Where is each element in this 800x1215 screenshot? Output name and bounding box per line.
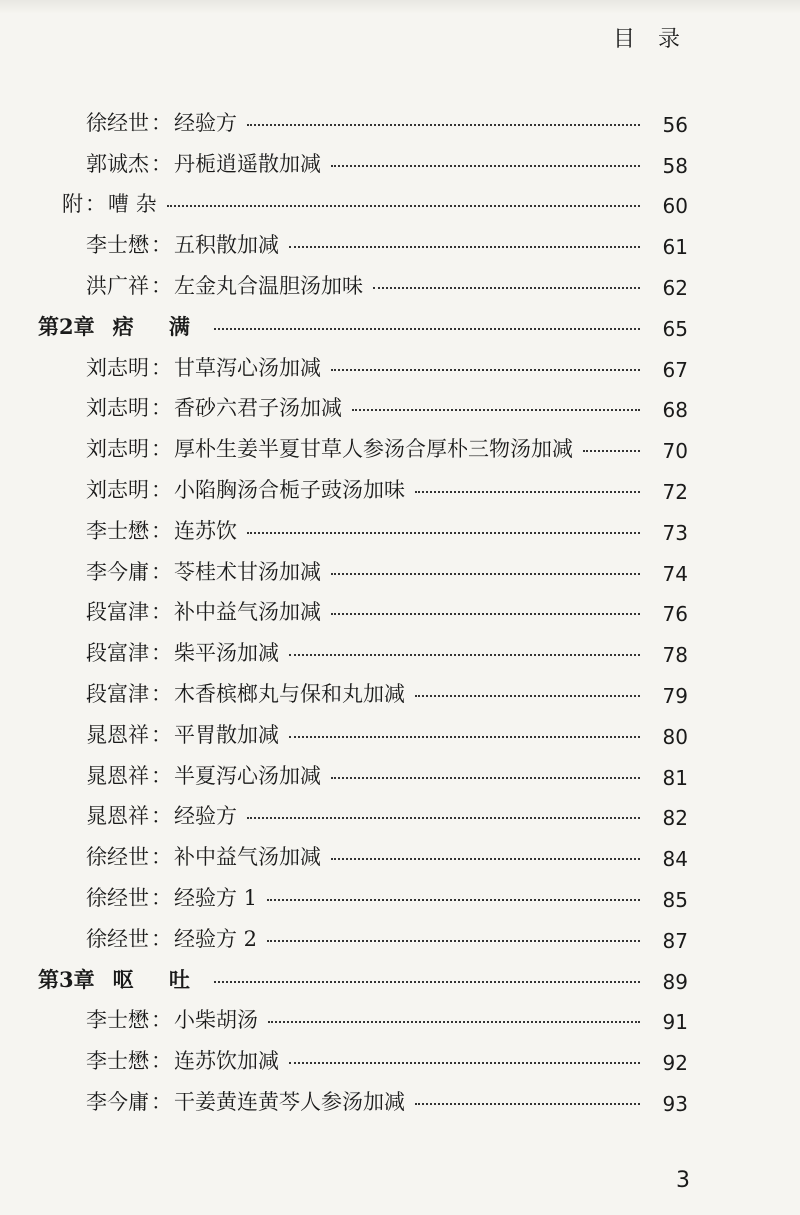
dot-leader [331, 369, 640, 371]
entry-separator: ： [151, 110, 172, 135]
entry-author: 李今庸 [86, 1089, 149, 1114]
entry-title: 小陷胸汤合栀子豉汤加味 [174, 477, 405, 502]
toc-entry-row[interactable] [0, 586, 800, 627]
dot-leader [373, 287, 640, 289]
entry-title: 柴平汤加减 [174, 641, 279, 666]
chapter-number: 第2章 [38, 313, 95, 339]
entry-title: 干姜黄连黄芩人参汤加减 [174, 1089, 405, 1114]
dot-leader [331, 573, 640, 575]
entry-separator: ： [151, 885, 172, 910]
entry-page-number: 65 [662, 316, 688, 341]
entry-author: 李士懋 [86, 1049, 149, 1074]
dot-leader [331, 613, 640, 615]
entry-page-number: 56 [662, 112, 688, 137]
entry-page-number: 60 [662, 194, 688, 219]
entry-author: 晁恩祥 [86, 763, 149, 788]
entry-author: 徐经世 [86, 845, 149, 870]
entry-page-number: 91 [662, 1010, 688, 1035]
entry-author: 段富津 [86, 681, 149, 706]
entry-title: 小柴胡汤 [174, 1008, 258, 1033]
entry-page-number: 70 [662, 439, 688, 464]
dot-leader [289, 736, 640, 738]
dot-leader [331, 165, 640, 167]
dot-leader [267, 899, 640, 901]
entry-page-number: 80 [662, 724, 688, 749]
toc-entry-row[interactable] [0, 871, 800, 912]
entry-page-number: 67 [662, 357, 688, 382]
entry-title: 平胃散加减 [174, 722, 279, 747]
entry-page-number: 89 [662, 969, 688, 994]
entry-title: 苓桂术甘汤加减 [174, 559, 321, 584]
dot-leader [415, 1103, 640, 1105]
dot-leader [352, 409, 640, 411]
dot-leader [331, 858, 640, 860]
entry-title: 半夏泻心汤加减 [174, 763, 321, 788]
entry-separator: ： [151, 641, 172, 666]
chapter-number: 第3章 [38, 966, 95, 992]
entry-separator: ： [151, 273, 172, 298]
entry-page-number: 74 [662, 561, 688, 586]
entry-separator: ： [151, 518, 172, 543]
entry-author: 刘志明 [86, 355, 149, 380]
toc-entry-row[interactable] [0, 708, 800, 749]
dot-leader [289, 654, 640, 656]
toc-chapter-row[interactable] [0, 953, 800, 994]
entry-author: 李士懋 [86, 518, 149, 543]
toc-entry-row[interactable] [0, 749, 800, 790]
entry-author: 附 [62, 192, 83, 217]
toc-entry-row[interactable] [0, 218, 800, 259]
entry-title: 木香槟榔丸与保和丸加减 [174, 681, 405, 706]
entry-separator: ： [85, 192, 106, 217]
entry-page-number: 93 [662, 1091, 688, 1116]
entry-author: 段富津 [86, 600, 149, 625]
dot-leader [289, 1062, 640, 1064]
toc-entry-row[interactable] [0, 422, 800, 463]
entry-page-number: 73 [662, 520, 688, 545]
dot-leader [267, 940, 640, 942]
toc-entry-row[interactable] [0, 626, 800, 667]
entry-page-number: 81 [662, 765, 688, 790]
entry-page-number: 72 [662, 479, 688, 504]
entry-author: 郭诚杰 [86, 151, 149, 176]
toc-entry-row[interactable] [0, 830, 800, 871]
entry-page-number: 76 [662, 602, 688, 627]
entry-title: 经验方 [174, 804, 237, 829]
entry-title: 五积散加减 [174, 233, 279, 258]
entry-title: 香砂六君子汤加减 [174, 396, 342, 421]
toc-entry-row[interactable] [0, 1034, 800, 1075]
entry-separator: ： [151, 1089, 172, 1114]
dot-leader [415, 695, 640, 697]
dot-leader [268, 1021, 640, 1023]
toc-entry-row[interactable] [0, 382, 800, 423]
entry-separator: ： [151, 763, 172, 788]
entry-page-number: 85 [662, 887, 688, 912]
entry-page-number: 62 [662, 275, 688, 300]
entry-separator: ： [151, 681, 172, 706]
entry-title: 补中益气汤加减 [174, 845, 321, 870]
toc-appendix-row[interactable] [0, 178, 800, 219]
entry-separator: ： [151, 600, 172, 625]
entry-page-number: 78 [662, 643, 688, 668]
toc-entry-row[interactable] [0, 667, 800, 708]
entry-author: 刘志明 [86, 396, 149, 421]
dot-leader [214, 328, 640, 330]
entry-author: 晁恩祥 [86, 804, 149, 829]
toc-entry-row[interactable] [0, 912, 800, 953]
toc-entry-row[interactable] [0, 341, 800, 382]
entry-author: 刘志明 [86, 437, 149, 462]
entry-title: 嘈 杂 [108, 192, 157, 217]
entry-separator: ： [151, 926, 172, 951]
dot-leader [214, 981, 640, 983]
dot-leader [583, 450, 640, 452]
chapter-title: 呕 吐 [112, 966, 204, 992]
entry-title: 经验方 1 [174, 885, 258, 910]
dot-leader [289, 246, 640, 248]
entry-title: 经验方 [174, 110, 237, 135]
toc-entry-row[interactable] [0, 137, 800, 178]
entry-page-number: 58 [662, 153, 688, 178]
page-number: 3 [676, 1168, 690, 1193]
entry-separator: ： [151, 1008, 172, 1033]
entry-separator: ： [151, 1049, 172, 1074]
entry-separator: ： [151, 845, 172, 870]
entry-page-number: 87 [662, 928, 688, 953]
entry-page-number: 92 [662, 1051, 688, 1076]
entry-author: 李士懋 [86, 233, 149, 258]
toc-entry-row[interactable] [0, 96, 800, 137]
chapter-title: 痞 满 [112, 313, 204, 339]
toc-entry-row[interactable] [0, 790, 800, 831]
entry-separator: ： [151, 396, 172, 421]
toc-entry-row[interactable] [0, 545, 800, 586]
entry-title: 丹栀逍遥散加减 [174, 151, 321, 176]
entry-separator: ： [151, 355, 172, 380]
entry-page-number: 68 [662, 398, 688, 423]
entry-title: 左金丸合温胆汤加味 [174, 273, 363, 298]
entry-title: 连苏饮加减 [174, 1049, 279, 1074]
entry-title: 经验方 2 [174, 926, 258, 951]
entry-separator: ： [151, 233, 172, 258]
entry-author: 刘志明 [86, 477, 149, 502]
entry-author: 李士懋 [86, 1008, 149, 1033]
header-band [0, 0, 800, 14]
entry-page-number: 61 [662, 235, 688, 260]
entry-page-number: 82 [662, 806, 688, 831]
toc-entry-row[interactable] [0, 994, 800, 1035]
dot-leader [331, 777, 640, 779]
entry-separator: ： [151, 477, 172, 502]
running-header: 目 录 [613, 27, 688, 52]
dot-leader [415, 491, 640, 493]
entry-author: 徐经世 [86, 926, 149, 951]
toc-entry-row[interactable] [0, 463, 800, 504]
entry-separator: ： [151, 559, 172, 584]
dot-leader [247, 817, 640, 819]
entry-separator: ： [151, 437, 172, 462]
entry-page-number: 79 [662, 683, 688, 708]
entry-title: 补中益气汤加减 [174, 600, 321, 625]
entry-author: 李今庸 [86, 559, 149, 584]
entry-title: 连苏饮 [174, 518, 237, 543]
toc-chapter-row[interactable] [0, 300, 800, 341]
entry-title: 甘草泻心汤加减 [174, 355, 321, 380]
entry-page-number: 84 [662, 847, 688, 872]
entry-separator: ： [151, 151, 172, 176]
entry-separator: ： [151, 722, 172, 747]
toc-entry-row[interactable] [0, 259, 800, 300]
dot-leader [247, 532, 640, 534]
dot-leader [247, 124, 640, 126]
dot-leader [167, 205, 640, 207]
entry-author: 徐经世 [86, 110, 149, 135]
table-of-contents [0, 96, 800, 1116]
entry-author: 晁恩祥 [86, 722, 149, 747]
entry-separator: ： [151, 804, 172, 829]
entry-author: 洪广祥 [86, 273, 149, 298]
entry-author: 徐经世 [86, 885, 149, 910]
toc-entry-row[interactable] [0, 504, 800, 545]
toc-entry-row[interactable] [0, 1075, 800, 1116]
entry-author: 段富津 [86, 641, 149, 666]
entry-title: 厚朴生姜半夏甘草人参汤合厚朴三物汤加减 [174, 437, 573, 462]
